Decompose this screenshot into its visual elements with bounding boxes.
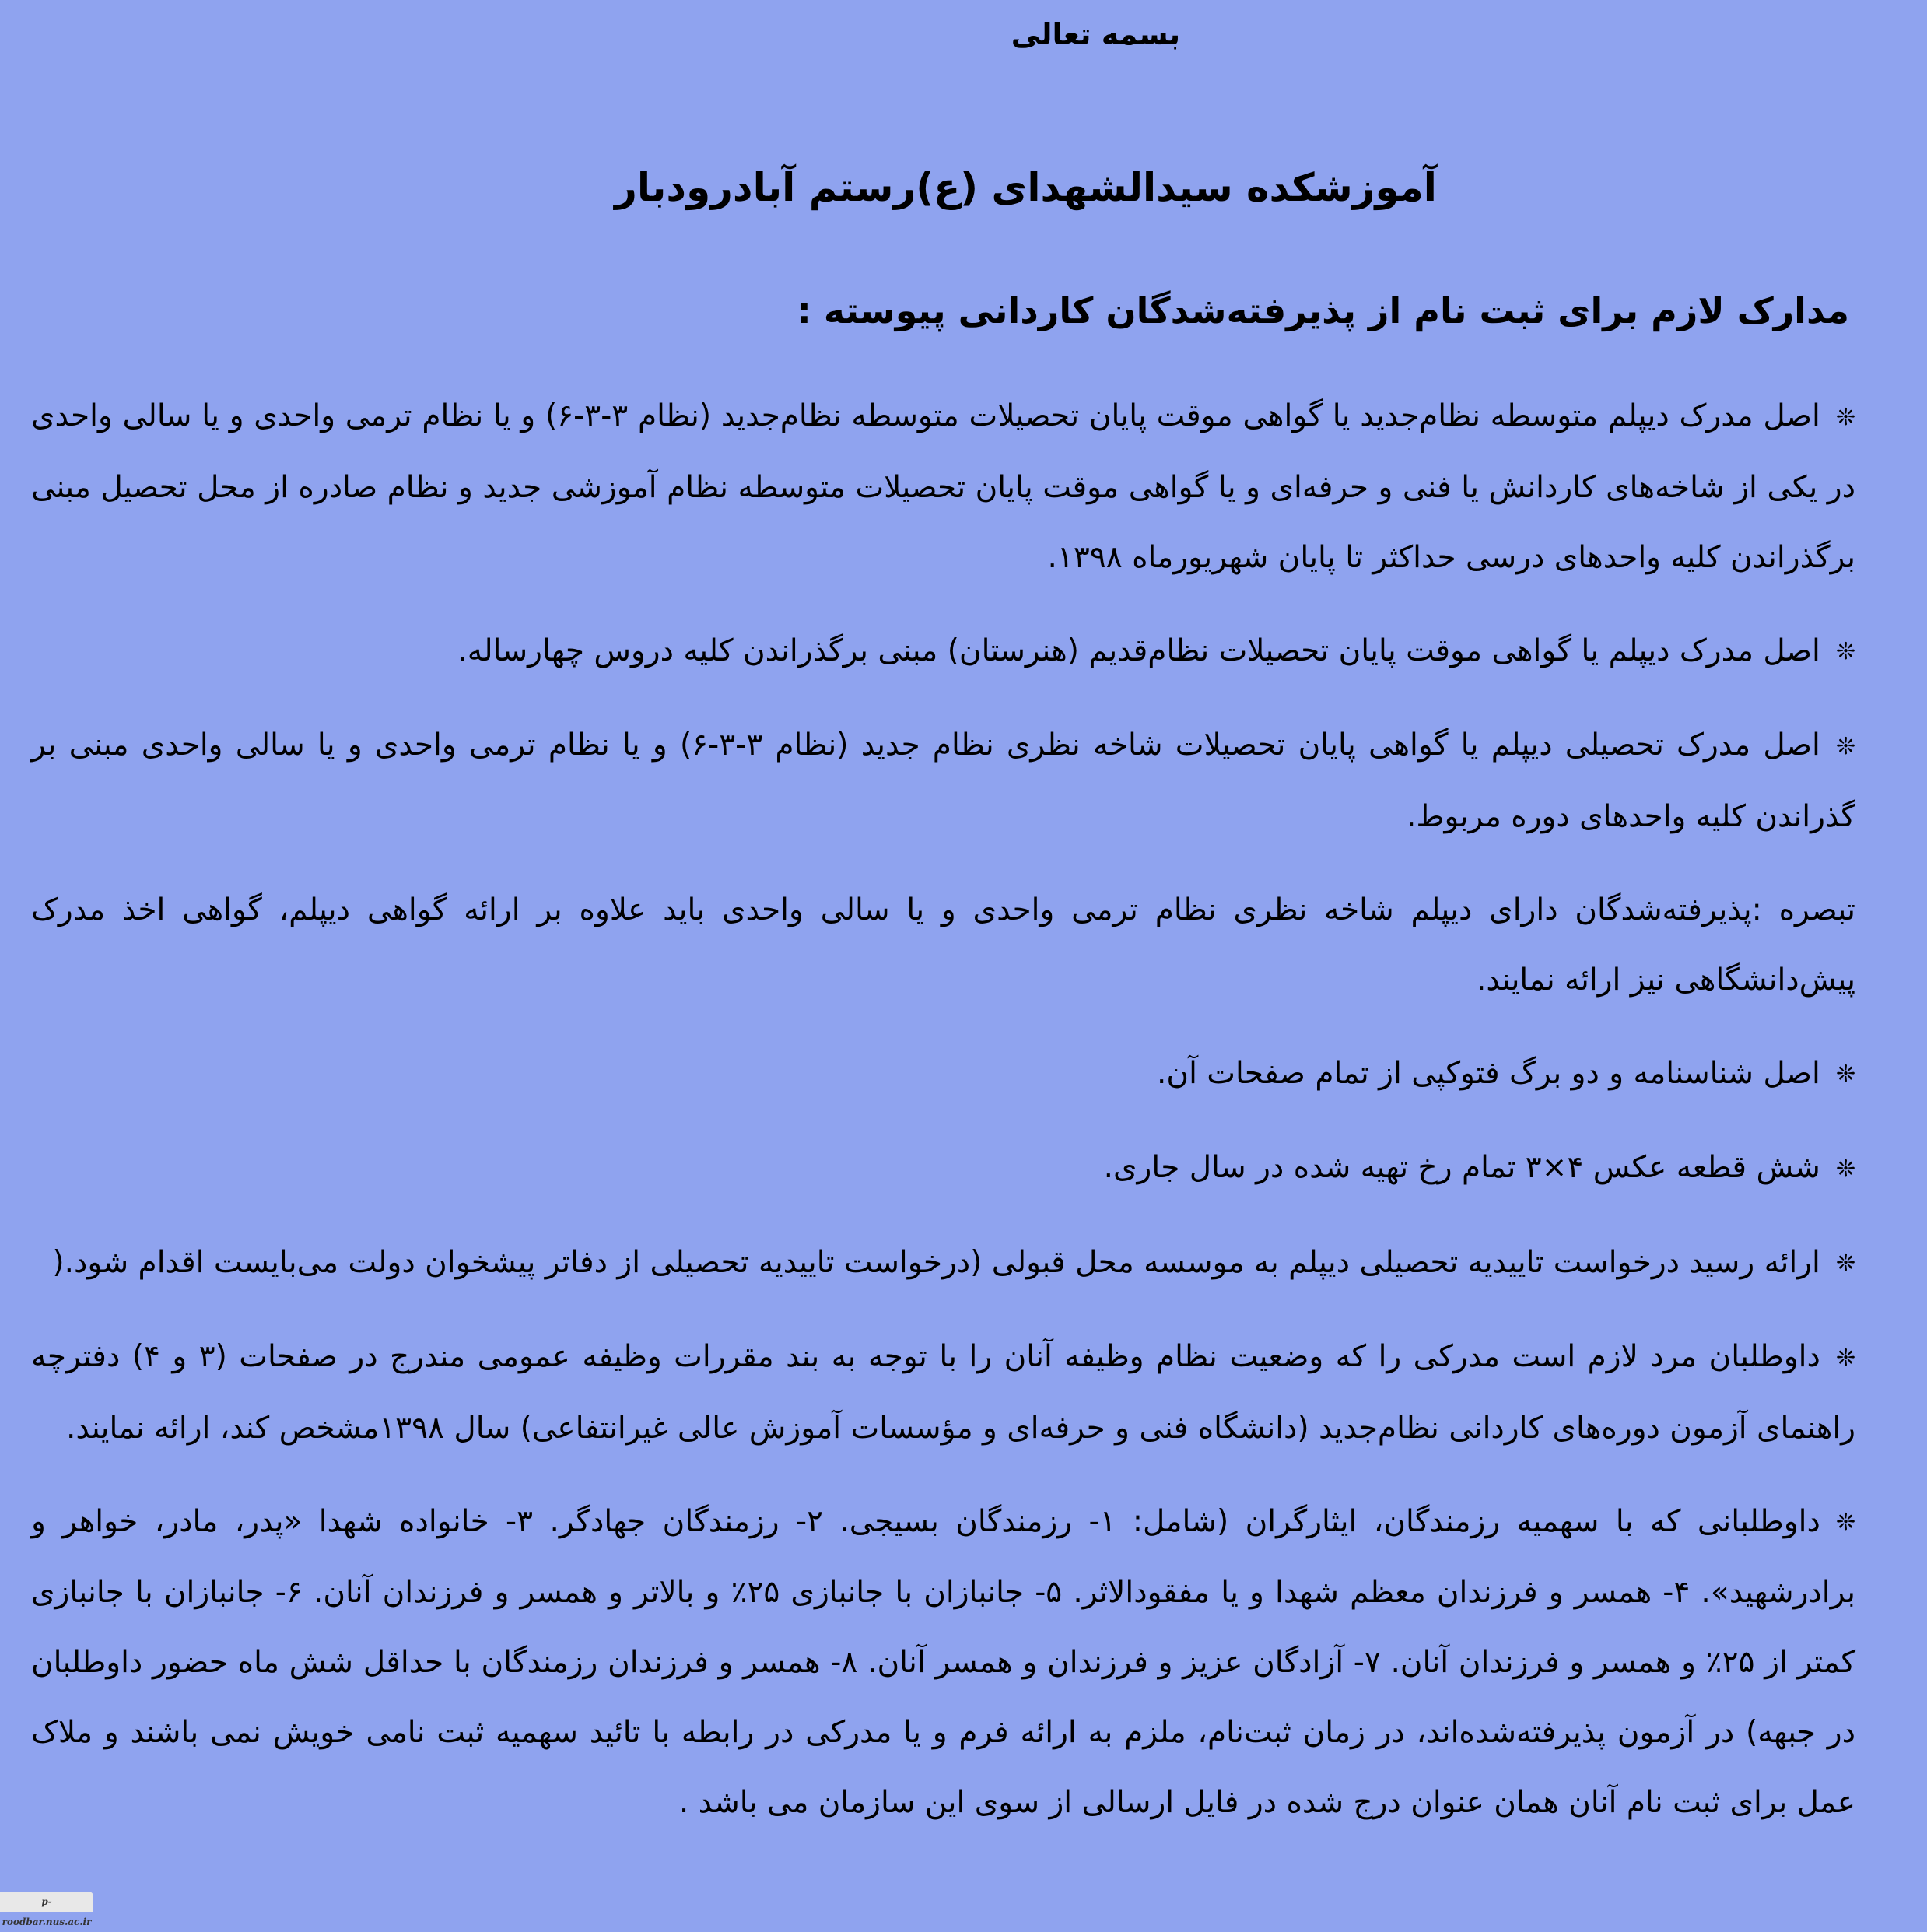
list-item xyxy=(31,616,1855,688)
bismillah-heading: بسمه تعالی xyxy=(1011,17,1181,51)
asterisk-flower-icon: ❊ xyxy=(1835,732,1855,760)
page-title: آموزشکده سیدالشهدای (ع)رستم آبادرودبار xyxy=(615,165,1437,210)
list-item-text: داوطلبان مرد لازم است مدرکی را که وضعیت نظام وظیفه آنان را با توجه به بند مقررات وظیفه عمومی مندرج در صفحات (۳ و ۴) دفترچه راهنمای آزمون دوره‌های کاردانی نظام‌جدید (دانشگاه فنی و حرفه‌ای و مؤسسات آموزش عالی غیرانتفاعی) سال ۱۳۹۸مشخص کند، ارائه نمایند. xyxy=(31,1339,1855,1446)
asterisk-flower-icon: ❊ xyxy=(1835,1250,1855,1277)
list-item xyxy=(31,1039,1855,1110)
list-item xyxy=(31,1228,1855,1299)
asterisk-flower-icon: ❊ xyxy=(1835,403,1855,431)
list-item-text: داوطلبانی که با سهمیه رزمندگان، ایثارگران (شامل: ۱- رزمندگان بسیجی. ۲- رزمندگان جهادگر. ۳- خانواده شهدا «پدر، مادر، خواهر و برادرشهید». ۴- همسر و فرزندان معظم شهدا و یا مفقودالاثر. ۵- جانبازان با جانبازی ۲۵٪ و بالاتر و همسر و فرزندان آنان. ۶- جانبازان با جانبازی کمتر از ۲۵٪ و همسر و فرزندان آنان. ۷- آزادگان عزیز و فرزندان و همسر آنان. ۸- همسر و فرزندان رزمندگان با حداقل شش ماه حضور داوطلبان در جبهه) در آزمون پذیرفته‌شده‌اند، در زمان ثبت‌نام، ملزم به ارائه فرم و یا مدرکی در رابطه با تائید سهمیه ثبت نامی خویش نمی باشند و ملاک عمل برای ثبت نام آنان همان عنوان درج شده در فایل ارسالی از سوی این سازمان می باشد . xyxy=(31,1503,1856,1820)
asterisk-flower-icon: ❊ xyxy=(1835,638,1855,665)
list-item xyxy=(31,1133,1855,1204)
list-item xyxy=(31,381,1855,593)
asterisk-flower-icon: ❊ xyxy=(1835,1061,1855,1088)
asterisk-flower-icon: ❊ xyxy=(1835,1155,1855,1183)
list-item-text: اصل مدرک تحصیلی دیپلم یا گواهی پایان تحصیلات شاخه نظری نظام جدید (نظام ۳-۳-۶) و یا نظام ترمی واحدی و یا سالی واحدی مبنی بر گذراندن کلیه واحدهای دوره مربوط. xyxy=(31,728,1855,834)
list-item xyxy=(31,1487,1855,1839)
requirements-list xyxy=(31,381,1855,1861)
list-item-text: اصل مدرک دیپلم متوسطه نظام‌جدید یا گواهی موقت پایان تحصیلات متوسطه نظام‌جدید (نظام ۳-۳-۶) و یا نظام ترمی واحدی و یا سالی واحدی در یکی از شاخه‌های کاردانش یا فنی و حرفه‌ای و یا گواهی موقت پایان تحصیلات متوسطه نظام آموزشی جدید و نظام صادره از محل تحصیل مبنی برگذراندن کلیه واحدهای درسی حداکثر تا پایان شهریورماه ۱۳۹۸. xyxy=(31,398,1855,575)
site-watermark-tag: p-roodbar.nus.ac.ir xyxy=(0,1892,93,1912)
asterisk-flower-icon: ❊ xyxy=(1835,1344,1855,1372)
list-item-text: ارائه رسید درخواست تاییدیه تحصیلی دیپلم به موسسه محل قبولی (درخواست تاییدیه تحصیلی از دفاتر پیشخوان دولت می‌بایست اقدام شود.( xyxy=(52,1244,1820,1280)
list-item-text: اصل شناسنامه و دو برگ فتوکپی از تمام صفحات آن. xyxy=(1157,1055,1820,1091)
list-item-text: شش قطعه عکس ۴×۳ تمام رخ تهیه شده در سال جاری. xyxy=(1103,1150,1820,1185)
list-item-text: اصل مدرک دیپلم یا گواهی موقت پایان تحصیلات نظام‌قدیم (هنرستان) مبنی برگذراندن کلیه دروس چهارساله. xyxy=(457,633,1820,668)
list-item xyxy=(31,710,1855,852)
list-item xyxy=(31,1322,1855,1464)
note-paragraph xyxy=(31,875,1855,1015)
note-text: تبصره :پذیرفته‌شدگان دارای دیپلم شاخه نظری نظام ترمی واحدی و یا سالی واحدی باید علاوه بر ارائه گواهی دیپلم، گواهی اخذ مدرک پیش‌دانشگاهی نیز ارائه نمایند. xyxy=(31,892,1855,998)
asterisk-flower-icon: ❊ xyxy=(1835,1509,1855,1536)
section-subtitle: مدارک لازم برای ثبت نام از پذیرفته‌شدگان کاردانی پیوسته : xyxy=(797,289,1849,331)
